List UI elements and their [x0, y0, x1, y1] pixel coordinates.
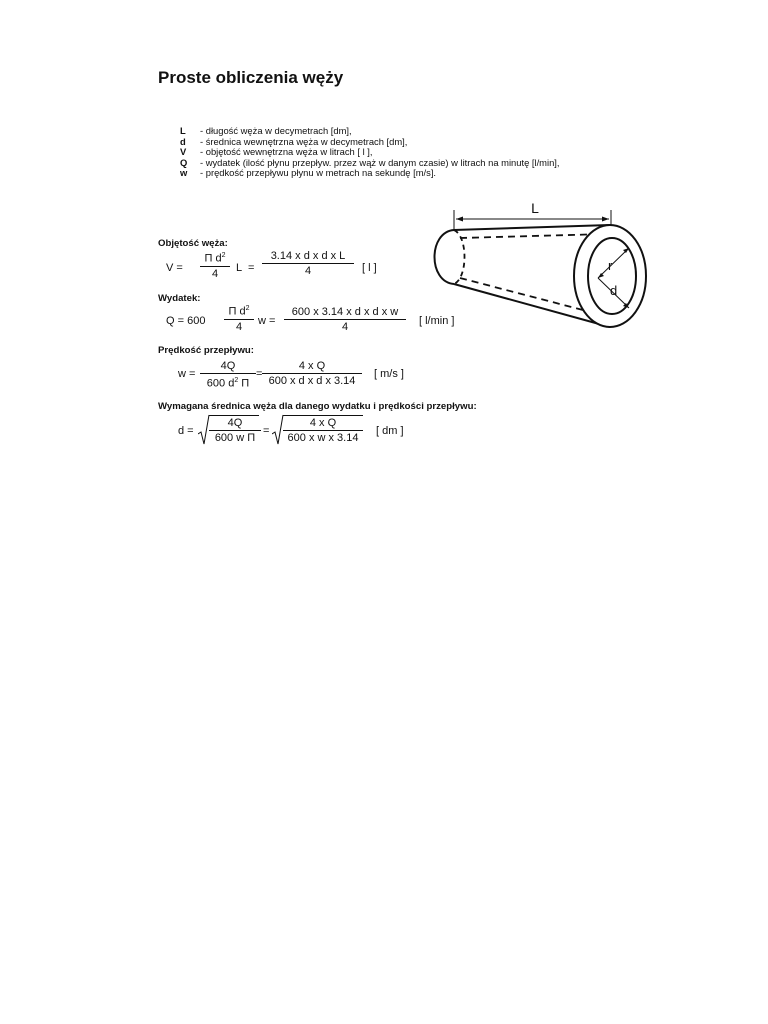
- fraction-denominator: 600 w Π: [214, 432, 256, 444]
- legend-description: - objętość wewnętrzna węża w litrach [ l ],: [200, 146, 373, 158]
- fraction-denominator: 4: [235, 320, 243, 333]
- formula-multiplier: w =: [258, 315, 276, 327]
- formula-lhs: d =: [178, 425, 194, 437]
- legend-symbol: Q: [180, 156, 188, 168]
- label-diameter: d: [610, 283, 618, 298]
- fraction-numerator: Π d: [204, 252, 222, 265]
- legend-description: - długość węża w decymetrach [dm],: [200, 125, 352, 136]
- page-title: Proste obliczenia węży: [158, 68, 344, 87]
- section-heading-volume: Objętość węża:: [158, 238, 228, 249]
- fraction: [262, 360, 362, 387]
- fraction: [209, 417, 261, 444]
- equals-sign: =: [256, 368, 263, 380]
- label-radius: r: [608, 258, 613, 273]
- formula-lhs: w =: [178, 368, 196, 380]
- tube-near-end-outer: [435, 230, 455, 284]
- fraction-numerator: Π d: [228, 305, 246, 318]
- fraction-numerator: 600 x 3.14 x d x d x w: [291, 306, 399, 318]
- legend-symbol: L: [180, 125, 186, 136]
- hose-diagram: [420, 192, 660, 332]
- sqrt-overline: [283, 415, 363, 416]
- fraction: [283, 417, 363, 444]
- formula-lhs: V =: [166, 262, 183, 274]
- symbol-legend: [180, 126, 560, 179]
- fraction: [284, 306, 406, 333]
- fraction-numerator: 4Q: [227, 417, 243, 429]
- fraction: [224, 303, 254, 333]
- section-heading-speed: Prędkość przepływu:: [158, 345, 254, 356]
- legend-symbol: d: [180, 135, 186, 147]
- fraction-numerator: 4 x Q: [309, 417, 337, 429]
- label-length: L: [531, 200, 539, 216]
- fraction-numerator: 4 x Q: [298, 360, 326, 372]
- fraction-denominator: 600 x d x d x 3.14: [268, 375, 356, 387]
- fraction-denominator: 4: [341, 321, 349, 333]
- legend-description: - prędkość przepływu płynu w metrach na sekundę [m/s].: [200, 167, 437, 179]
- tube-far-end-inner: [588, 238, 636, 314]
- exponent: 2: [234, 377, 239, 384]
- fraction-denominator: 4: [211, 267, 219, 280]
- exponent: 2: [221, 252, 226, 259]
- equals-sign: =: [263, 425, 270, 437]
- fraction: [262, 250, 354, 277]
- fraction: [200, 360, 256, 390]
- section-heading-flow: Wydatek:: [158, 293, 201, 304]
- section-heading-diameter: Wymagana średnica węża dla danego wydatku i prędkości przepływu:: [158, 401, 477, 412]
- formula-unit: [ m/s ]: [374, 368, 404, 380]
- legend-description: - wydatek (ilość płynu przepływ. przez wąż w danym czasie) w litrach na minutę [l/min],: [200, 156, 560, 168]
- legend-description: - średnica wewnętrzna węża w decymetrach [dm],: [200, 135, 408, 147]
- fraction-denominator: 600 x w x 3.14: [287, 432, 359, 444]
- arrow-right-icon: [602, 217, 609, 222]
- exponent: 2: [245, 305, 250, 312]
- legend-row: [180, 168, 560, 179]
- formula-unit: [ dm ]: [376, 425, 404, 437]
- formula-lhs: Q = 600: [166, 315, 206, 327]
- arrow-left-icon: [456, 217, 463, 222]
- fraction-numerator: 4Q: [220, 360, 236, 372]
- equals-sign: =: [248, 262, 255, 274]
- legend-symbol: V: [180, 146, 187, 158]
- fraction-denominator: 4: [304, 265, 312, 277]
- fraction-denominator: 600 d: [206, 377, 235, 390]
- fraction-denominator-tail: Π: [238, 377, 250, 390]
- formula-unit: [ l/min ]: [419, 315, 455, 327]
- tube-top-edge: [454, 225, 610, 230]
- tube-inner-top-hidden: [460, 234, 606, 238]
- legend-symbol: w: [180, 167, 188, 179]
- formula-multiplier: L: [236, 262, 243, 274]
- sqrt-overline: [209, 415, 259, 416]
- formula-unit: [ l ]: [362, 262, 377, 274]
- fraction-numerator: 3.14 x d x d x L: [270, 250, 346, 262]
- fraction: [200, 250, 230, 280]
